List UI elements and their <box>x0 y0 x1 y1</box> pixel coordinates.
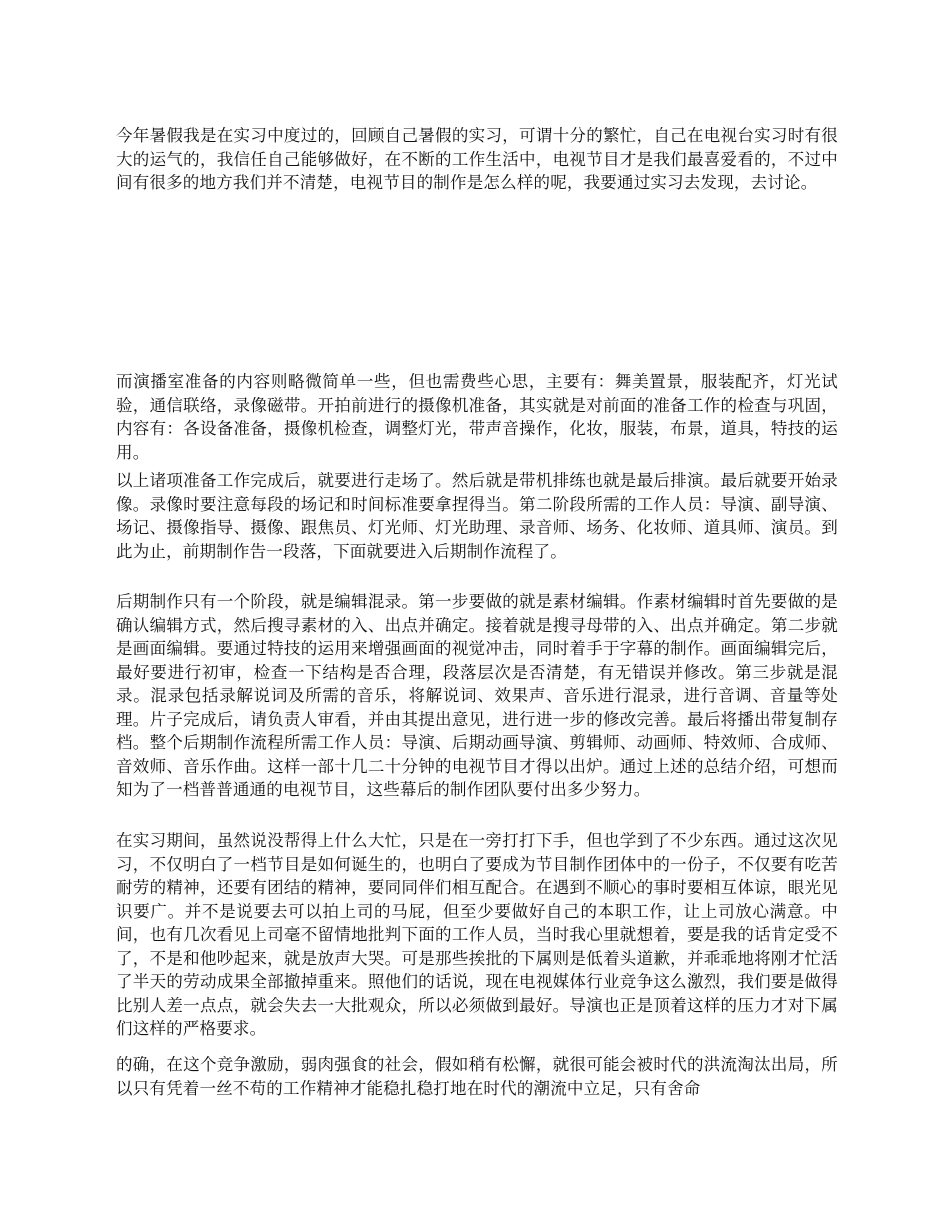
paragraph-internship-reflection: 在实习期间，虽然说没帮得上什么大忙，只是在一旁打打下手，但也学到了不少东西。通过这次见习，不仅明白了一档节目是如何诞生的，也明白了要成为节目制作团体中的一份子，不仅要有吃苦耐劳的精神，还要有团结的精神，要同同伴们相互配合。在遇到不顺心的事时要相互体谅，眼光见识要广。并不是说要去可以拍上司的马屁，但至少要做好自己的本职工作，让上司放心满意。中间，也有几次看见上司毫不留情地批判下面的工作人员，当时我心里就想着，要是我的话肯定受不了，不是和他吵起来，就是放声大哭。可是那些挨批的下属则是低着头道歉，并乖乖地将刚才忙活了半天的劳动成果全部撤掉重来。照他们的话说，现在电视媒体行业竞争这么激烈，我们要是做得比别人差一点点，就会失去一大批观众，所以必须做到最好。导演也正是顶着这样的压力才对下属们这样的严格要求。 <box>116 831 838 1038</box>
paragraph-studio-preparation: 而演播室准备的内容则略微简单一些，但也需费些心思，主要有：舞美置景，服装配齐，灯光试验，通信联络，录像磁带。开拍前进行的摄像机准备，其实就是对前面的准备工作的检查与巩固，内容有：各设备准备，摄像机检查，调整灯光，带声音操作，化妆，服装，布景，道具，特技的运用。 <box>116 372 838 462</box>
paragraph-rehearsal-recording: 以上诸项准备工作完成后，就要进行走场了。然后就是带机排练也就是最后排演。最后就要开始录像。录像时要注意每段的场记和时间标准要拿捏得当。第二阶段所需的工作人员：导演、副导演、场记、摄像指导、摄像、跟焦员、灯光师、灯光助理、录音师、场务、化妆师、道具师、演员。到此为止，前期制作告一段落，下面就要进入后期制作流程了。 <box>116 471 838 561</box>
paragraph-post-production: 后期制作只有一个阶段，就是编辑混录。第一步要做的就是素材编辑。作素材编辑时首先要做的是确认编辑方式，然后搜寻素材的入、出点并确定。接着就是搜寻母带的入、出点并确定。第二步就是画面编辑。要通过特技的运用来增强画面的视觉冲击，同时着手于字幕的制作。画面编辑完后，最好要进行初审，检查一下结构是否合理，段落层次是否清楚，有无错误并修改。第三步就是混录。混录包括录解说词及所需的音乐，将解说词、效果声、音乐进行混录，进行音调、音量等处理。片子完成后，请负责人审看，并由其提出意见，进行进一步的修改完善。最后将播出带复制存档。整个后期制作流程所需工作人员：导演、后期动画导演、剪辑师、动画师、特效师、合成师、音效师、音乐作曲。这样一部十几二十分钟的电视节目才得以出炉。通过上述的总结介绍，可想而知为了一档普普通通的电视节目，这些幕后的制作团队要付出多少努力。 <box>116 592 838 799</box>
paragraph-conclusion-partial: 的确，在这个竞争激励，弱肉强食的社会，假如稍有松懈，就很可能会被时代的洪流淘汰出局，所以只有凭着一丝不苟的工作精神才能稳扎稳打地在时代的潮流中立足，只有舍命 <box>116 1055 838 1098</box>
paragraph-intro: 今年暑假我是在实习中度过的，回顾自己暑假的实习，可谓十分的繁忙，自己在电视台实习时有很大的运气的，我信任自己能够做好，在不断的工作生活中，电视节目才是我们最喜爱看的，不过中间有很多的地方我们并不清楚，电视节目的制作是怎么样的呢，我要通过实习去发现，去讨论。 <box>116 126 838 192</box>
